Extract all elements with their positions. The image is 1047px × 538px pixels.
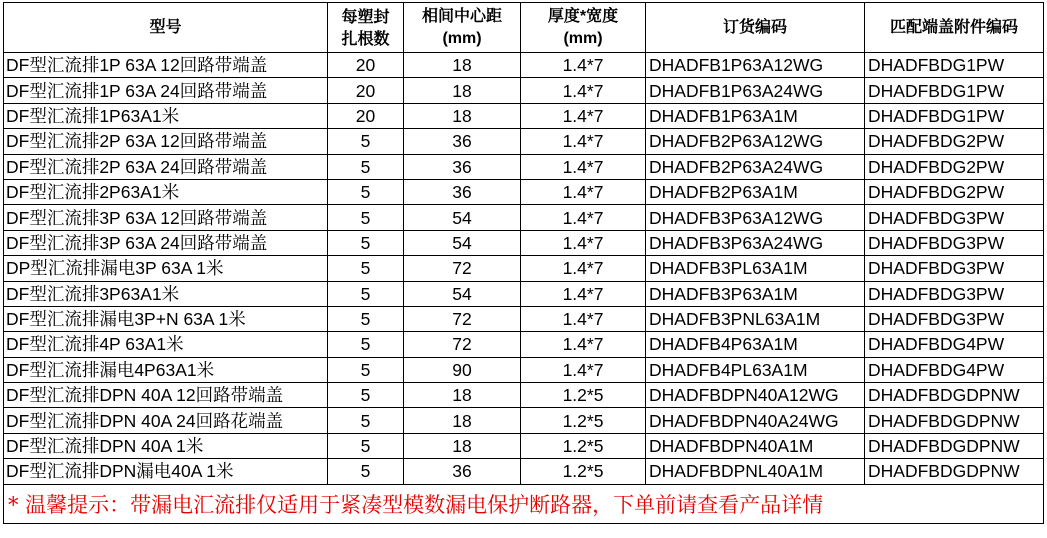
cell-count: 5 — [328, 179, 404, 204]
table-row — [4, 306, 1044, 331]
cell-cap-code: DHADFBDG2PW — [865, 179, 1044, 204]
cell-model: DF型汇流排2P 63A 12回路带端盖 — [4, 129, 328, 154]
table-row — [4, 78, 1044, 103]
cell-order-code: DHADFB2P63A1M — [646, 179, 865, 204]
table-row — [4, 230, 1044, 255]
cell-spacing: 72 — [404, 256, 521, 281]
table-body — [4, 53, 1044, 485]
cell-cap-code: DHADFBDG1PW — [865, 103, 1044, 128]
cell-model: DF型汇流排2P63A1米 — [4, 179, 328, 204]
cell-size: 1.4*7 — [521, 306, 646, 331]
cell-cap-code: DHADFBDGDPNW — [865, 433, 1044, 458]
cell-count: 20 — [328, 78, 404, 103]
cell-count: 5 — [328, 230, 404, 255]
cell-count: 5 — [328, 154, 404, 179]
cell-size: 1.4*7 — [521, 154, 646, 179]
header-model: 型号 — [4, 3, 328, 53]
cell-cap-code: DHADFBDG1PW — [865, 53, 1044, 78]
cell-size: 1.2*5 — [521, 459, 646, 484]
cell-count: 5 — [328, 459, 404, 484]
cell-order-code: DHADFB1P63A1M — [646, 103, 865, 128]
cell-spacing: 18 — [404, 433, 521, 458]
cell-count: 5 — [328, 281, 404, 306]
cell-cap-code: DHADFBDG1PW — [865, 78, 1044, 103]
table-row — [4, 459, 1044, 484]
cell-order-code: DHADFBDPN40A12WG — [646, 383, 865, 408]
cell-size: 1.4*7 — [521, 205, 646, 230]
cell-count: 5 — [328, 383, 404, 408]
cell-order-code: DHADFB3P63A24WG — [646, 230, 865, 255]
cell-spacing: 90 — [404, 357, 521, 382]
table-row — [4, 129, 1044, 154]
cell-spacing: 18 — [404, 78, 521, 103]
cell-cap-code: DHADFBDGDPNW — [865, 459, 1044, 484]
table-row — [4, 281, 1044, 306]
cell-cap-code: DHADFBDG3PW — [865, 306, 1044, 331]
cell-order-code: DHADFB3P63A1M — [646, 281, 865, 306]
cell-cap-code: DHADFBDG3PW — [865, 256, 1044, 281]
table-row — [4, 205, 1044, 230]
cell-order-code: DHADFB1P63A24WG — [646, 78, 865, 103]
cell-count: 5 — [328, 129, 404, 154]
table-row — [4, 408, 1044, 433]
cell-order-code: DHADFB3P63A12WG — [646, 205, 865, 230]
cell-order-code: DHADFB3PNL63A1M — [646, 306, 865, 331]
cell-order-code: DHADFB3PL63A1M — [646, 256, 865, 281]
cell-size: 1.2*5 — [521, 408, 646, 433]
cell-size: 1.4*7 — [521, 78, 646, 103]
cell-model: DF型汇流排DPN 40A 24回路花端盖 — [4, 408, 328, 433]
header-thickness-line2: (mm) — [563, 29, 603, 47]
product-spec-table — [3, 2, 1044, 524]
header-thickness — [521, 3, 646, 53]
cell-spacing: 54 — [404, 281, 521, 306]
cell-count: 5 — [328, 256, 404, 281]
cell-cap-code: DHADFBDG2PW — [865, 154, 1044, 179]
cell-count: 5 — [328, 306, 404, 331]
cell-size: 1.2*5 — [521, 383, 646, 408]
header-spacing-line1: 相间中心距 — [421, 7, 502, 25]
table-row — [4, 179, 1044, 204]
header-thickness-line1: 厚度*宽度 — [547, 7, 619, 25]
cell-order-code: DHADFBDPN40A1M — [646, 433, 865, 458]
cell-cap-code: DHADFBDG3PW — [865, 281, 1044, 306]
cell-order-code: DHADFBDPN40A24WG — [646, 408, 865, 433]
cell-model: DP型汇流排漏电3P 63A 1米 — [4, 256, 328, 281]
header-cap-code: 匹配端盖附件编码 — [865, 3, 1044, 53]
cell-order-code: DHADFB4PL63A1M — [646, 357, 865, 382]
cell-size: 1.2*5 — [521, 433, 646, 458]
cell-spacing: 36 — [404, 179, 521, 204]
cell-order-code: DHADFB1P63A12WG — [646, 53, 865, 78]
cell-spacing: 54 — [404, 230, 521, 255]
table-row — [4, 53, 1044, 78]
cell-spacing: 18 — [404, 408, 521, 433]
cell-cap-code: DHADFBDG3PW — [865, 205, 1044, 230]
cell-order-code: DHADFB4P63A1M — [646, 332, 865, 357]
cell-count: 5 — [328, 205, 404, 230]
cell-size: 1.4*7 — [521, 256, 646, 281]
header-spacing-line2: (mm) — [442, 29, 482, 47]
cell-count: 5 — [328, 332, 404, 357]
cell-size: 1.4*7 — [521, 357, 646, 382]
cell-order-code: DHADFBDPNL40A1M — [646, 459, 865, 484]
cell-size: 1.4*7 — [521, 53, 646, 78]
cell-order-code: DHADFB2P63A24WG — [646, 154, 865, 179]
cell-order-code: DHADFB2P63A12WG — [646, 129, 865, 154]
cell-size: 1.4*7 — [521, 179, 646, 204]
cell-size: 1.4*7 — [521, 129, 646, 154]
cell-model: DF型汇流排3P63A1米 — [4, 281, 328, 306]
cell-count: 5 — [328, 357, 404, 382]
table-row — [4, 433, 1044, 458]
cell-size: 1.4*7 — [521, 332, 646, 357]
cell-spacing: 18 — [404, 103, 521, 128]
cell-cap-code: DHADFBDG3PW — [865, 230, 1044, 255]
cell-cap-code: DHADFBDG4PW — [865, 332, 1044, 357]
header-count — [328, 3, 404, 53]
header-order-code: 订货编码 — [646, 3, 865, 53]
table-row — [4, 256, 1044, 281]
cell-size: 1.4*7 — [521, 103, 646, 128]
cell-model: DF型汇流排漏电4P63A1米 — [4, 357, 328, 382]
table-row — [4, 103, 1044, 128]
warning-note: * 温馨提示：带漏电汇流排仅适用于紧凑型模数漏电保护断路器，下单前请查看产品详情 — [4, 484, 1044, 523]
table-row — [4, 154, 1044, 179]
cell-model: DF型汇流排3P 63A 24回路带端盖 — [4, 230, 328, 255]
cell-cap-code: DHADFBDGDPNW — [865, 408, 1044, 433]
cell-count: 20 — [328, 103, 404, 128]
cell-model: DF型汇流排1P 63A 12回路带端盖 — [4, 53, 328, 78]
cell-spacing: 54 — [404, 205, 521, 230]
cell-spacing: 36 — [404, 459, 521, 484]
cell-spacing: 18 — [404, 383, 521, 408]
cell-size: 1.4*7 — [521, 281, 646, 306]
cell-model: DF型汇流排3P 63A 12回路带端盖 — [4, 205, 328, 230]
cell-count: 5 — [328, 433, 404, 458]
cell-model: DF型汇流排2P 63A 24回路带端盖 — [4, 154, 328, 179]
cell-model: DF型汇流排DPN 40A 1米 — [4, 433, 328, 458]
cell-spacing: 36 — [404, 154, 521, 179]
cell-cap-code: DHADFBDG2PW — [865, 129, 1044, 154]
header-count-line1: 每塑封 — [341, 6, 390, 26]
cell-model: DF型汇流排1P 63A 24回路带端盖 — [4, 78, 328, 103]
header-spacing — [404, 3, 521, 53]
cell-spacing: 18 — [404, 53, 521, 78]
header-count-line2: 扎根数 — [341, 28, 390, 48]
table-row — [4, 383, 1044, 408]
cell-count: 5 — [328, 408, 404, 433]
cell-model: DF型汇流排1P63A1米 — [4, 103, 328, 128]
note-row — [4, 484, 1044, 523]
cell-cap-code: DHADFBDG4PW — [865, 357, 1044, 382]
cell-spacing: 72 — [404, 332, 521, 357]
cell-model: DF型汇流排4P 63A1米 — [4, 332, 328, 357]
header-row — [4, 3, 1044, 53]
table-row — [4, 357, 1044, 382]
cell-count: 20 — [328, 53, 404, 78]
cell-spacing: 72 — [404, 306, 521, 331]
cell-model: DF型汇流排DPN 40A 12回路带端盖 — [4, 383, 328, 408]
cell-cap-code: DHADFBDGDPNW — [865, 383, 1044, 408]
cell-spacing: 36 — [404, 129, 521, 154]
table-row — [4, 332, 1044, 357]
cell-model: DF型汇流排DPN漏电40A 1米 — [4, 459, 328, 484]
cell-model: DF型汇流排漏电3P+N 63A 1米 — [4, 306, 328, 331]
cell-size: 1.4*7 — [521, 230, 646, 255]
